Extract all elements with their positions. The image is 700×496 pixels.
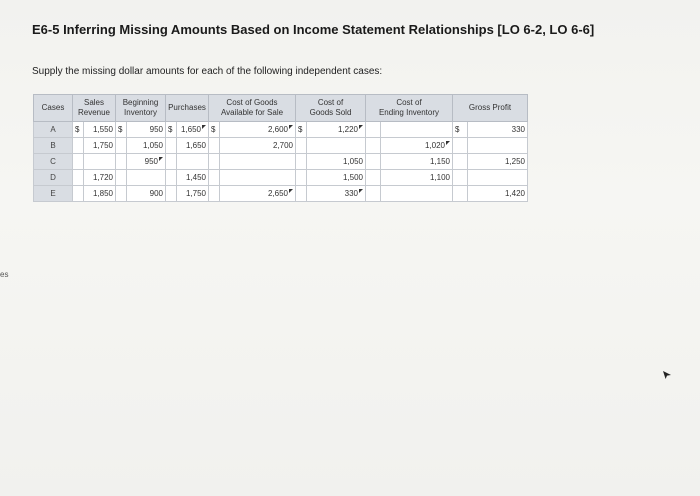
empty-cell bbox=[296, 186, 307, 202]
empty-cell bbox=[116, 154, 127, 170]
dollar-sign: $ bbox=[209, 122, 220, 138]
gross-profit-cell: 1,250 bbox=[468, 154, 528, 170]
cost-of-goods-sold-cell: 1,050 bbox=[307, 154, 366, 170]
sales-revenue-cell: 1,550 bbox=[84, 122, 116, 138]
answer-entered-marker-icon bbox=[359, 189, 363, 193]
dollar-sign: $ bbox=[453, 122, 468, 138]
cases-table bbox=[33, 94, 528, 202]
empty-cell bbox=[366, 170, 381, 186]
empty-cell bbox=[166, 154, 177, 170]
empty-cell bbox=[366, 154, 381, 170]
sales-revenue-cell: 1,720 bbox=[84, 170, 116, 186]
empty-cell bbox=[116, 186, 127, 202]
sales-revenue-cell: 1,750 bbox=[84, 138, 116, 154]
empty-cell bbox=[209, 170, 220, 186]
purchases-cell: 1,750 bbox=[177, 186, 209, 202]
header-sales-revenue: Sales Revenue bbox=[73, 95, 116, 122]
beginning-inventory-cell: 900 bbox=[127, 186, 166, 202]
empty-cell bbox=[453, 138, 468, 154]
empty-cell bbox=[453, 170, 468, 186]
dollar-sign: $ bbox=[116, 122, 127, 138]
answer-entered-marker-icon bbox=[289, 189, 293, 193]
gross-profit-input[interactable] bbox=[468, 170, 528, 186]
header-ending-inventory: Cost of Ending Inventory bbox=[366, 95, 453, 122]
cost-of-goods-available-cell: 2,600 bbox=[220, 122, 296, 138]
cost-of-goods-sold-input[interactable] bbox=[307, 138, 366, 154]
ending-inventory-cell: 1,150 bbox=[381, 154, 453, 170]
empty-cell bbox=[209, 186, 220, 202]
dollar-sign: $ bbox=[73, 122, 84, 138]
header-cost-of-goods-available: Cost of Goods Available for Sale bbox=[209, 95, 296, 122]
empty-cell bbox=[366, 186, 381, 202]
header-beginning-inventory: Beginning Inventory bbox=[116, 95, 166, 122]
gross-profit-input[interactable] bbox=[468, 138, 528, 154]
purchases-cell: 1,450 bbox=[177, 170, 209, 186]
header-gross-profit: Gross Profit bbox=[453, 95, 528, 122]
gross-profit-cell: 330 bbox=[468, 122, 528, 138]
header-cost-of-goods-sold: Cost of Goods Sold bbox=[296, 95, 366, 122]
table-row bbox=[34, 122, 528, 138]
table-header-row bbox=[34, 95, 528, 122]
cost-of-goods-available-cell: 2,700 bbox=[220, 138, 296, 154]
beginning-inventory-cell: 950 bbox=[127, 154, 166, 170]
gross-profit-cell: 1,420 bbox=[468, 186, 528, 202]
empty-cell bbox=[73, 170, 84, 186]
page-title: E6-5 Inferring Missing Amounts Based on Income Statement Relationships [LO 6-2, LO 6-6] bbox=[32, 22, 595, 37]
empty-cell bbox=[366, 122, 381, 138]
cost-of-goods-available-input[interactable] bbox=[220, 154, 296, 170]
answer-entered-marker-icon bbox=[359, 125, 363, 129]
left-edge-text-fragment: es bbox=[0, 270, 9, 279]
empty-cell bbox=[116, 170, 127, 186]
cost-of-goods-sold-cell: 1,220 bbox=[307, 122, 366, 138]
ending-inventory-input[interactable] bbox=[381, 122, 453, 138]
beginning-inventory-cell: 1,050 bbox=[127, 138, 166, 154]
purchases-cell: 1,650 bbox=[177, 122, 209, 138]
table-row bbox=[34, 138, 528, 154]
empty-cell bbox=[73, 138, 84, 154]
case-label: E bbox=[34, 186, 73, 202]
beginning-inventory-input[interactable] bbox=[127, 170, 166, 186]
empty-cell bbox=[209, 154, 220, 170]
table-row bbox=[34, 186, 528, 202]
case-label: B bbox=[34, 138, 73, 154]
cost-of-goods-available-cell: 2,650 bbox=[220, 186, 296, 202]
empty-cell bbox=[453, 154, 468, 170]
cost-of-goods-sold-cell: 330 bbox=[307, 186, 366, 202]
ending-inventory-cell: 1,100 bbox=[381, 170, 453, 186]
empty-cell bbox=[73, 154, 84, 170]
cost-of-goods-sold-cell: 1,500 bbox=[307, 170, 366, 186]
case-label: C bbox=[34, 154, 73, 170]
answer-entered-marker-icon bbox=[446, 141, 450, 145]
dollar-sign: $ bbox=[166, 122, 177, 138]
ending-inventory-cell: 1,020 bbox=[381, 138, 453, 154]
empty-cell bbox=[166, 170, 177, 186]
header-cases: Cases bbox=[34, 95, 73, 122]
empty-cell bbox=[453, 186, 468, 202]
empty-cell bbox=[366, 138, 381, 154]
answer-entered-marker-icon bbox=[289, 125, 293, 129]
purchases-cell: 1,650 bbox=[177, 138, 209, 154]
empty-cell bbox=[116, 138, 127, 154]
case-label: D bbox=[34, 170, 73, 186]
instructions-text: Supply the missing dollar amounts for each of the following independent cases: bbox=[32, 66, 383, 77]
dollar-sign: $ bbox=[296, 122, 307, 138]
empty-cell bbox=[166, 186, 177, 202]
beginning-inventory-cell: 950 bbox=[127, 122, 166, 138]
ending-inventory-input[interactable] bbox=[381, 186, 453, 202]
answer-entered-marker-icon bbox=[202, 125, 206, 129]
table-row bbox=[34, 154, 528, 170]
empty-cell bbox=[296, 154, 307, 170]
cost-of-goods-available-input[interactable] bbox=[220, 170, 296, 186]
header-purchases: Purchases bbox=[166, 95, 209, 122]
empty-cell bbox=[296, 138, 307, 154]
empty-cell bbox=[296, 170, 307, 186]
table-row bbox=[34, 170, 528, 186]
empty-cell bbox=[73, 186, 84, 202]
answer-entered-marker-icon bbox=[159, 157, 163, 161]
sales-revenue-input[interactable] bbox=[84, 154, 116, 170]
purchases-input[interactable] bbox=[177, 154, 209, 170]
mouse-pointer-icon bbox=[662, 370, 672, 380]
case-label: A bbox=[34, 122, 73, 138]
empty-cell bbox=[209, 138, 220, 154]
empty-cell bbox=[166, 138, 177, 154]
sales-revenue-cell: 1,850 bbox=[84, 186, 116, 202]
